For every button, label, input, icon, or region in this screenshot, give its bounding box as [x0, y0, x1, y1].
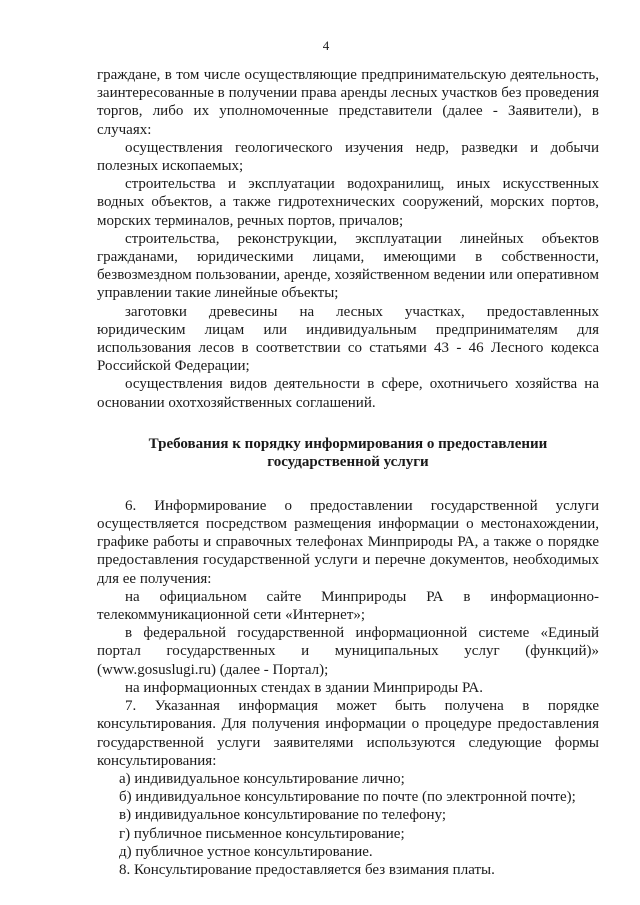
case-timber-harvesting: заготовки древесины на лесных участках, предоставленных юридическим лицам или индивидуальным предпринимателям для использования лесов в соответствии со статьями 43 - 46 Лесного кодекса Российской Федерации;: [97, 303, 599, 375]
clause-7-item-b: б) индивидуальное консультирование по почте (по электронной почте);: [119, 789, 576, 806]
clause-7: 7. Указанная информация может быть получена в порядке консультирования. Для получения информации о процедуре предоставления государственной услуги заявителями используются следующие формы консультирования:: [97, 698, 599, 769]
clause-6: 6. Информирование о предоставлении государственной услуги осуществляется посредством размещения информации о местонахождении, графике работы и справочных телефонах Минприроды РА, а также о порядке предоставления государственной услуги и перечне документов, необходимых для ее получения:: [97, 497, 599, 587]
case-geological: осуществления геологического изучения недр, разведки и добычи полезных ископаемых;: [97, 139, 599, 175]
section-heading: [97, 435, 599, 471]
page-number: 4: [322, 38, 330, 53]
clause-6-item-stands: на информационных стендах в здании Минприроды РА.: [125, 679, 483, 696]
clause-7-item-d: г) публичное письменное консультирование;: [119, 825, 405, 842]
case-linear-objects: строительства, реконструкции, эксплуатации линейных объектов гражданами, юридическими лицами, имеющими в собственности, безвозмездном пользовании, аренде, хозяйственном ведении или оперативном управлении такие линейные объекты;: [97, 230, 599, 302]
clause-6-item-website: на официальном сайте Минприроды РА в информационно-телекоммуникационной сети «Интернет»;: [97, 588, 599, 624]
document-body: [97, 66, 599, 879]
case-reservoirs: строительства и эксплуатации водохранилищ, иных искусственных водных объектов, а также гидротехнических сооружений, морских портов, морских терминалов, речных портов, причалов;: [97, 176, 599, 229]
case-hunting: осуществления видов деятельности в сфере, охотничьего хозяйства на основании охотхозяйственных соглашений.: [97, 376, 599, 411]
clause-7-item-a: а) индивидуальное консультирование лично;: [119, 770, 405, 787]
clause-7-item-e: д) публичное устное консультирование.: [119, 843, 373, 860]
clause-6-item-portal: в федеральной государственной информационной системе «Единый портал государственных и муниципальных услуг (функций)» (www.gosuslugi.ru) (далее - Портал);: [97, 625, 599, 678]
intro-paragraph: граждане, в том числе осуществляющие предпринимательскую деятельность, заинтересованные в получении права аренды лесных участков без проведения торгов, либо их уполномоченные представители (далее - Заявители), в случаях:: [97, 67, 599, 138]
clause-8: 8. Консультирование предоставляется без взимания платы.: [119, 861, 495, 878]
clause-7-item-c: в) индивидуальное консультирование по телефону;: [119, 807, 447, 824]
section-heading-line-1: Требования к порядку информирования о предоставлении: [148, 435, 548, 452]
section-heading-line-2: государственной услуги: [267, 453, 429, 470]
